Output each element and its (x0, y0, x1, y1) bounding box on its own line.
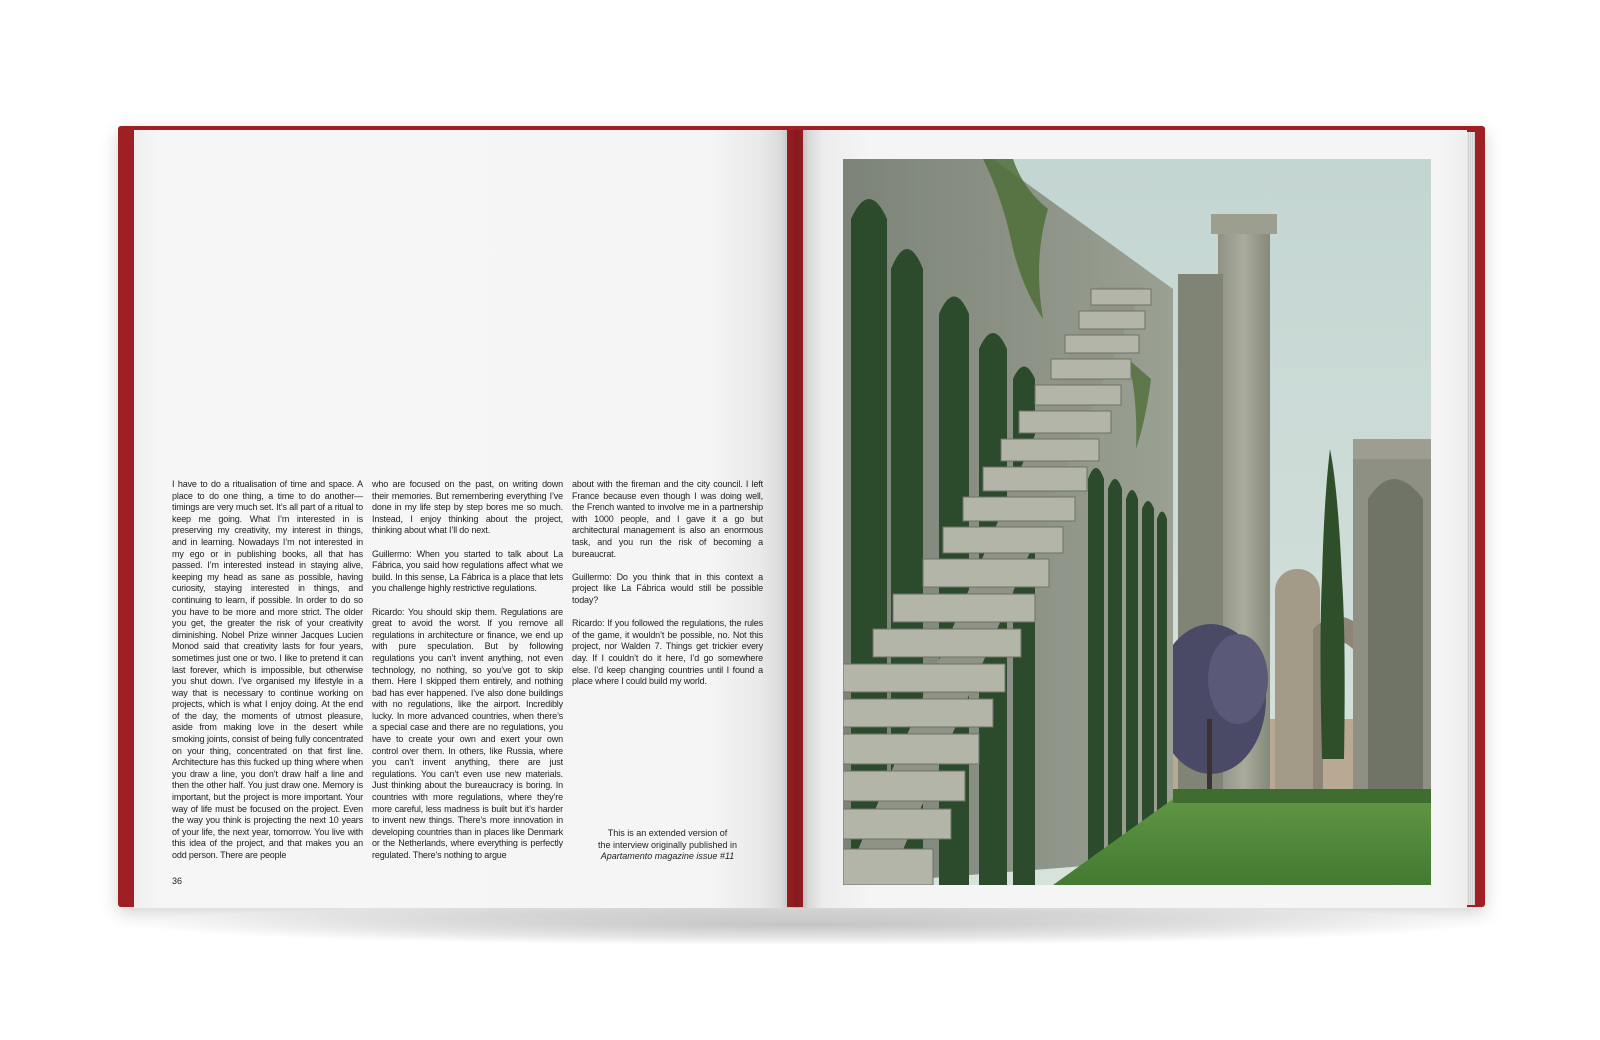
book-shadow (150, 905, 1460, 945)
paragraph: about with the fireman and the city council. I left France because even though I was doing well, the French wanted to involve me in a partnership with 1000 people, and I gave it a go but architectural management is also an enormous task, and you run the risk of becoming a bureaucrat. (572, 479, 763, 559)
text-column-1 (172, 479, 363, 873)
page-number: 36 (172, 876, 183, 886)
text-column-2 (372, 479, 563, 873)
paragraph: who are focused on the past, on writing down their memories. But remembering everything I’ve done in my life step by step bores me so much. Instead, I enjoy thinking about the project, thinking about what I’ll do next. (372, 479, 563, 536)
paragraph: Guillermo: Do you think that in this context a project like La Fábrica would still be possible today? (572, 571, 763, 605)
paragraph: I have to do a ritualisation of time and space. A place to do one thing, a time to do another—timings are very much set. It’s all part of a ritual to keep me going. What I’m interested in is preserving my creativity, my interest in things, and in learning. Nowadays I’m not interested in my ego or in publishing books, all that has passed. I’m interested instead in staying alive, keeping my head as sane as possible, having curiosity, staying interested in things, and continuing to learn, if possible. In order to do so you have to be more and more strict. The older you get, the greater the risk of your creativity diminishing. Nobel Prize winner Jacques Lucien Monod said that creativity lasts for four years, sometimes just one or two. I like to pretend it can last forever, which is impossible, but otherwise you shut down. I’ve organised my lifestyle in a way that is necessary to continue working on projects, which is what I enjoy doing. At the end of the day, the moments of utmost pleasure, aside from making love in the desert while smoking joints, consist of being fully concentrated on your thing, concentrated on that first line. Architecture has this fucked up thing where when you draw a line, you don’t draw half a line and then the other half. You just draw one. Memory is important, but the project is more important. Your way of life must be focused on the project. Even the way you think is projecting the next 10 years of your life, the next year, tomorrow. You live with this idea of the project, and that makes you an odd person. There are people (172, 479, 363, 860)
book-spine-gutter (781, 130, 809, 908)
note-line: the interview originally published in (597, 839, 738, 850)
text-column-3 (572, 479, 763, 699)
editorial-note (572, 828, 763, 863)
page-edges (1467, 132, 1475, 905)
note-line: Apartamento magazine issue #11 (600, 851, 735, 862)
paragraph: Ricardo: If you followed the regulations, the rules of the game, it wouldn’t be possible, no. Not this project, nor Walden 7. Things get trickier every day. If I couldn’t do it here, I’d go somewhere else. I’d keep changing countries until I found a place where I could build my world. (572, 618, 763, 687)
paragraph: Guillermo: When you started to talk about La Fábrica, you said how regulations affect what we build. In this sense, La Fábrica is a place that lets you challenge highly restrictive regulations. (372, 548, 563, 594)
note-line: This is an extended version of (607, 828, 728, 838)
paragraph: Ricardo: You should skip them. Regulations are great to avoid the worst. If you remove all regulations in architecture or finance, we end up with pure speculation. But by following regulations you can’t invent anything, not even technology, no nothing, so you’ve got to skip them. Here I skipped them entirely, and nothing bad has ever happened. I’ve also done buildings with no regulations, like the airport. Incredibly lucky. In more advanced countries, when there’s a special case and there are no regulations, you have to create your own and exert your own control over them. In others, like Russia, where you can’t invent anything, there are just regulations. You can’t even use new materials. Just thinking about the bureaucracy is boring. In countries with more regulations, where they’re more careful, less madness is built but it’s harder to invent new things. There’s more innovation in developing countries than in places like Denmark or the Netherlands, where everything is perfectly regulated. There’s nothing to argue (372, 606, 563, 860)
concrete-staircase-arches-photo (843, 159, 1431, 885)
